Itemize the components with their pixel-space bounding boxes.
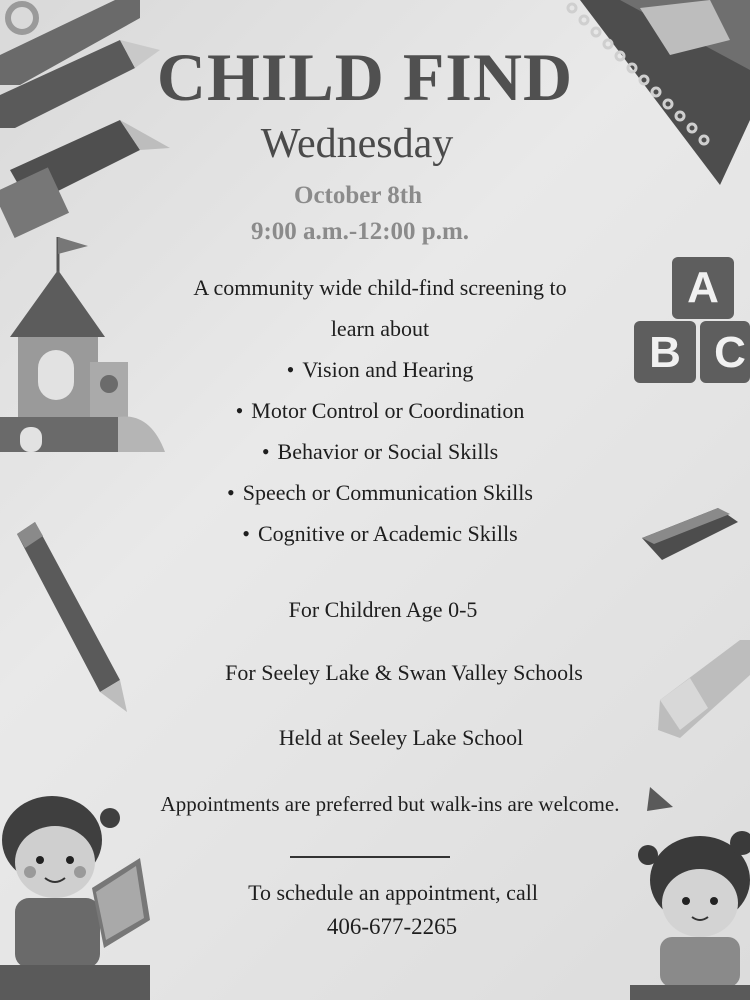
topic-label: Speech or Communication Skills	[242, 480, 533, 505]
child-icon	[630, 825, 750, 1000]
schedule-text: To schedule an appointment, call	[248, 880, 538, 905]
block-letter-b: B	[649, 328, 681, 377]
block-letter-a: A	[687, 263, 719, 312]
event-time: 9:00 a.m.-12:00 p.m.	[250, 218, 470, 245]
block-letter-c: C	[714, 328, 746, 377]
topic-label: Vision and Hearing	[302, 357, 474, 382]
bullet-icon: •	[261, 439, 270, 464]
bullet-icon: •	[286, 357, 295, 382]
flyer-title: CHILD FIND	[156, 39, 574, 115]
event-location: Held at Seeley Lake School	[278, 725, 524, 750]
bullet-icon: •	[242, 521, 250, 546]
event-date: October 8th	[294, 182, 422, 209]
topic-item	[0, 480, 750, 506]
intro-line-2: learn about	[330, 316, 430, 341]
age-range: For Children Age 0-5	[288, 597, 478, 622]
schools-served: For Seeley Lake & Swan Valley Schools	[225, 660, 583, 685]
bullet-icon: •	[227, 480, 235, 505]
bullet-icon: •	[235, 398, 244, 423]
intro-line-1: A community wide child-find screening to	[193, 275, 567, 300]
phone-number: 406-677-2265	[326, 914, 458, 939]
appointments-note: Appointments are preferred but walk-ins are welcome.	[160, 792, 620, 816]
topic-label: Behavior or Social Skills	[277, 439, 499, 464]
topic-item	[0, 398, 750, 424]
topic-label: Cognitive or Academic Skills	[258, 521, 518, 546]
topic-item	[0, 521, 750, 547]
event-day: Wednesday	[260, 121, 454, 167]
divider	[290, 856, 450, 858]
topic-item	[0, 439, 750, 465]
topic-item	[0, 357, 750, 383]
topic-label: Motor Control or Coordination	[251, 398, 525, 423]
